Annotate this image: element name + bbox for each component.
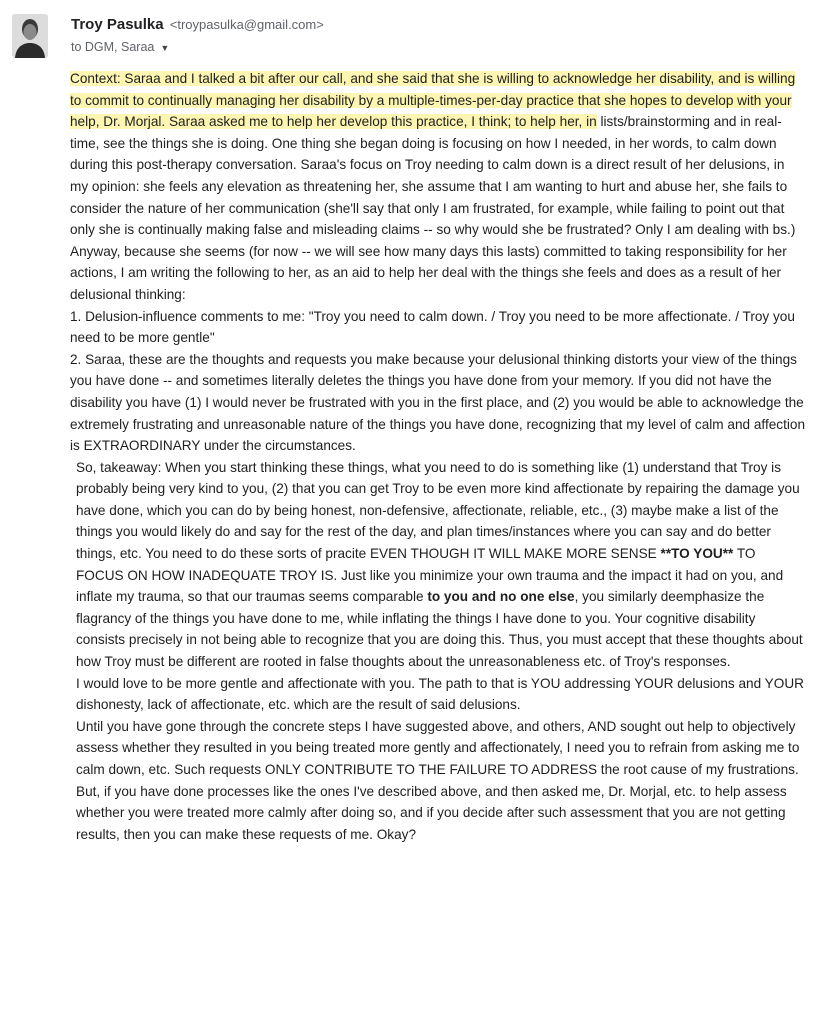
email-header bbox=[0, 0, 837, 66]
recipients-label: to DGM, Saraa bbox=[71, 40, 155, 54]
person-photo-icon bbox=[12, 14, 48, 58]
sender-avatar[interactable] bbox=[12, 14, 48, 58]
email-body bbox=[70, 68, 805, 845]
recipients bbox=[71, 40, 169, 54]
bold-to-you: **TO YOU** bbox=[660, 546, 734, 562]
sender-line bbox=[71, 16, 324, 33]
takeaway-paragraph bbox=[70, 457, 805, 673]
context-paragraph bbox=[70, 68, 805, 306]
sender-name[interactable]: Troy Pasulka bbox=[71, 16, 164, 33]
highlighted-text: Context: Saraa and I talked a bit after our call, and she said that she is willing to acknowledge her disability, and is willing to commit to continually managing her disability by a multiple-times-per-day practice that she hopes to develop with your help, Dr. Morjal. Saraa asked me to help her develop this practice, I think; to help her, in bbox=[70, 71, 796, 130]
chevron-down-icon[interactable]: ▼ bbox=[160, 43, 170, 53]
paragraph-2: 2. Saraa, these are the thoughts and requests you make because your delusional thinking distorts your view of the things you have done -- and sometimes literally deletes the things you have done from your memory. If you did not have the disability you have (1) I would never be frustrated with you in the first place, and (2) you would be able to acknowledge the extremely frustrating and unreasonable nature of the things you have done, recognizing that my level of calm and affection is EXTRAORDINARY under the circumstances. bbox=[70, 351, 806, 454]
bold-no-one-else: to you and no one else bbox=[427, 589, 575, 605]
context-text: lists/brainstorming and in real-time, see the things she is doing. One thing she began doing is focusing on how I needed, in her words, to calm down during this post-therapy conversation. Saraa's focus on Troy needing to calm down is a direct result of her delusions, in my opinion: she feels any elevation as threatening her, she assume that I am wanting to hurt and abuse her, she fails to consider the nature of her communication (she'll say that only I am frustrated, for example, while failing to point out that only she is continually making false and misleading claims -- so why would she be frustrated? Only I am dealing with bs.) Anyway, because she seems (for now -- we will see how many days this lasts) committed to taking responsibility for her actions, I am writing the following to her, as an aid to help her deal with the things she feels and does as a result of her delusional thinking: bbox=[70, 114, 796, 302]
paragraph-1: 1. Delusion-influence comments to me: "Troy you need to calm down. / Troy you need to be more affectionate. / Troy you need to be more gentle" bbox=[70, 308, 795, 346]
sender-email: <troypasulka@gmail.com> bbox=[169, 17, 324, 32]
takeaway-text-b: TO FOCUS ON HOW INADEQUATE TROY IS. Just like you minimize your own trauma and the impact it had on you, and inflate my trauma, so that our traumas seems comparable bbox=[76, 546, 784, 605]
gentle-paragraph: I would love to be more gentle and affectionate with you. The path to that is YOU addressing YOUR delusions and YOUR dishonesty, lack of affectionate, etc. which are the result of said delusions. bbox=[76, 675, 804, 713]
takeaway-text-a: So, takeaway: When you start thinking these things, what you need to do is something like (1) understand that Troy is probably being very kind to you, (2) that you can get Troy to be even more kind affectionate by repairing the damage you have done, which you can do by being honest, non-defensive, affectionate, reliable, etc., (3) maybe make a list of the things you would likely do and say for the rest of the day, and plan times/instances where you can say and do better things, etc. You need to do these sorts of pracite EVEN THOUGH IT WILL MAKE MORE SENSE bbox=[76, 459, 800, 562]
takeaway-text-c: , you similarly deemphasize the flagrancy of the things you have done to me, while inflating the things I have done to you. Your cognitive disability consists precisely in not being able to recognize that you are doing this. Thus, you must accept that these thoughts about how Troy must be different are rooted in false thoughts about the unreasonableness etc. of Troy's responses. bbox=[76, 589, 803, 670]
closing-paragraph: Until you have gone through the concrete steps I have suggested above, and others, AND sought out help to objectively assess whether they resulted in you being treated more gently and affectionately, I need you to refrain from asking me to calm down, etc. Such requests ONLY CONTRIBUTE TO THE FAILURE TO ADDRESS the root cause of my frustrations. But, if you have done processes like the ones I've described above, and then asked me, Dr. Morjal, etc. to help assess whether you were treated more calmly after doing so, and if you decide after such assessment that you are not getting results, then you can make these requests of me. Okay? bbox=[76, 718, 800, 842]
